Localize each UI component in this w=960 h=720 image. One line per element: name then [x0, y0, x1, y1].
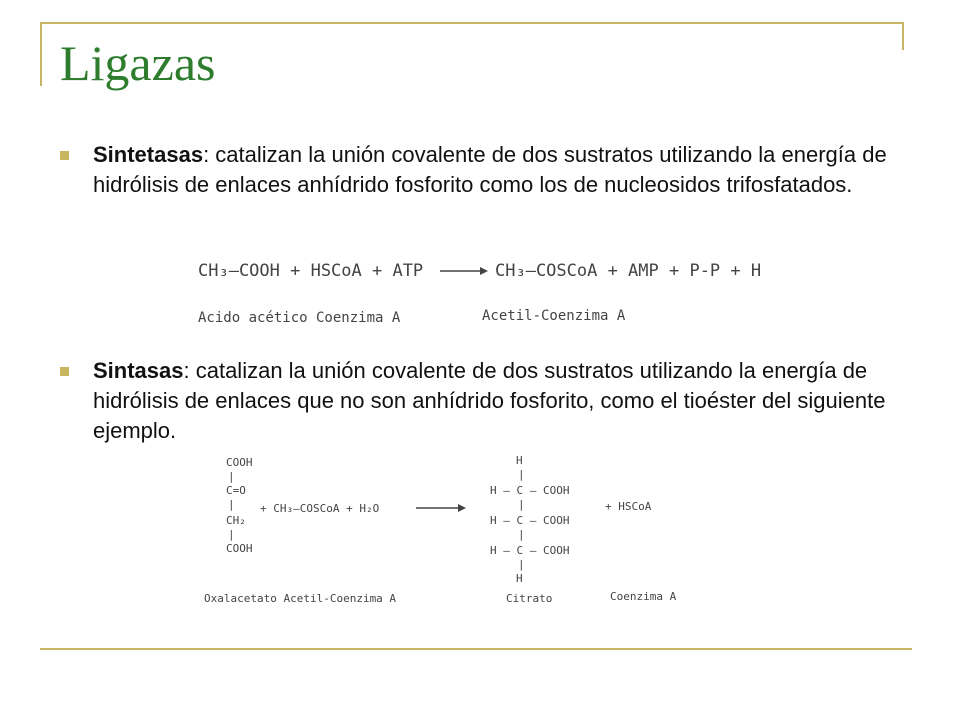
slide-title: Ligazas: [60, 35, 216, 91]
bullet-term: Sintasas: [93, 358, 184, 383]
oxa-line: COOH: [226, 542, 253, 555]
oxa-line: COOH: [226, 456, 253, 469]
eq1-label-left: Acido acético Coenzima A: [198, 310, 401, 326]
bullet-text: [93, 356, 890, 446]
top-rule: [40, 22, 904, 24]
cit-line: |: [518, 528, 525, 541]
eq2-arrowhead: [458, 504, 466, 512]
cit-line: H: [516, 454, 523, 467]
left-rule: [40, 22, 42, 86]
bullet-sintetasas: [60, 140, 890, 200]
oxa-line: |: [228, 470, 235, 483]
equation-2: [200, 452, 710, 612]
bullet-description: : catalizan la unión covalente de dos sustratos utilizando la energía de hidrólisis de enlaces anhídrido fosforito como los de nucleosidos trifosfatados.: [93, 142, 887, 197]
eq2-label-1: Oxalacetato Acetil-Coenzima A: [204, 592, 397, 605]
cit-line: H – C – COOH: [490, 544, 570, 557]
eq1-label-right: Acetil-Coenzima A: [482, 308, 626, 324]
oxa-line: C=O: [226, 484, 246, 497]
cit-line: |: [518, 468, 525, 481]
oxa-line: |: [228, 498, 235, 511]
bullet-description: : catalizan la unión covalente de dos sustratos utilizando la energía de hidrólisis de enlaces que no son anhídrido fosforito, como el tioéster del siguiente ejemplo.: [93, 358, 886, 443]
eq2-product-extra: + HSCoA: [605, 500, 652, 513]
cit-line: H – C – COOH: [490, 514, 570, 527]
eq1-arrowhead: [480, 267, 488, 275]
eq2-label-3: Coenzima A: [610, 590, 677, 603]
cit-line: H: [516, 572, 523, 585]
bullet-sintasas: [60, 356, 890, 446]
equation-1: [190, 250, 760, 334]
oxa-line: |: [228, 528, 235, 541]
bullet-text: [93, 140, 890, 200]
bullet-marker: [60, 367, 69, 376]
oxalacetate-structure: [226, 456, 253, 555]
oxa-line: CH₂: [226, 514, 246, 527]
bottom-rule: [40, 648, 912, 650]
equation-1-image: [190, 250, 760, 338]
eq1-products: CH₃–COSCoA + AMP + P-P + H₂O: [495, 261, 760, 281]
right-rule: [902, 22, 904, 50]
eq2-reagents: + CH₃–COSCoA + H₂O: [260, 502, 380, 515]
cit-line: |: [518, 498, 525, 511]
cit-line: |: [518, 558, 525, 571]
cit-line: H – C – COOH: [490, 484, 570, 497]
bullet-marker: [60, 151, 69, 160]
equation-2-image: [200, 452, 710, 616]
eq2-label-2: Citrato: [506, 592, 553, 605]
citrate-structure: [490, 454, 569, 585]
bullet-term: Sintetasas: [93, 142, 204, 167]
eq1-reactants: CH₃–COOH + HSCoA + ATP: [198, 261, 424, 281]
